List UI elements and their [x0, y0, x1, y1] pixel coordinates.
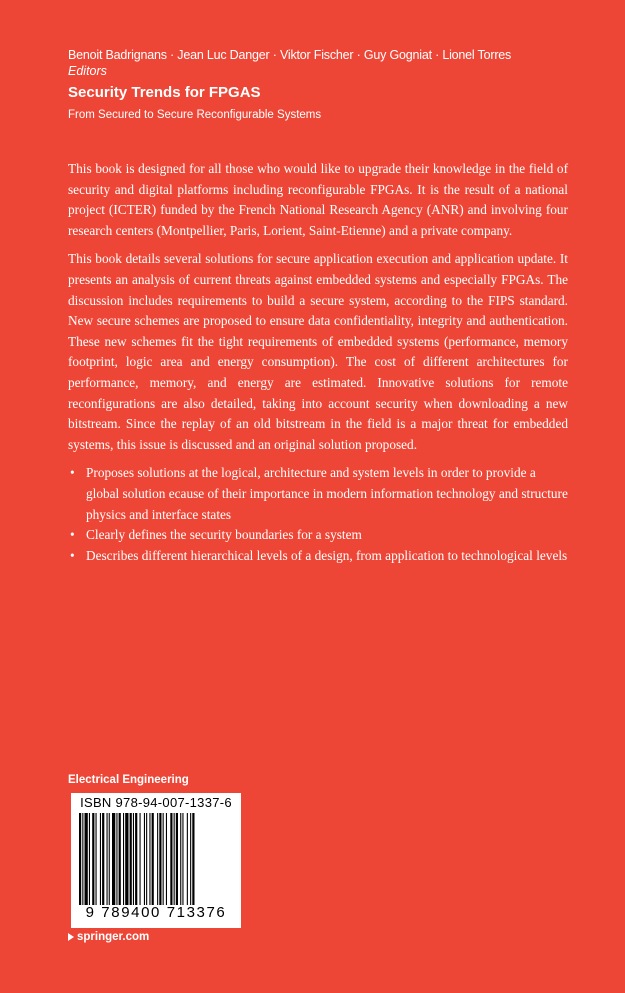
barcode-bar	[190, 813, 191, 905]
cover-header	[68, 47, 588, 123]
barcode-bar	[192, 813, 194, 905]
barcode-bar	[79, 813, 81, 905]
barcode-bar	[107, 813, 108, 905]
blurb-paragraph-2: This book details several solutions for secure application execution and application update. It presents an analysis of current threats against embedded systems and especially FPGAs. The discussion includes requirements to build a secure system, according to the FIPS standard. New secure schemes are proposed to ensure data confidentiality, integrity and authentication. These new schemes fit the tight requirements of embedded systems (performance, memory footprint, logic area and energy consumption). The cost of different architectures for performance, memory, and energy are estimated. Innovative solutions for remote reconfigurations are also detailed, taking into account security when downloading a new bitstream. Since the replay of an old bitstream in the field is a major threat for embedded systems, this issue is discussed and an original solution proposed.	[68, 251, 568, 452]
barcode-bar	[133, 813, 134, 905]
barcode-bar	[123, 813, 124, 905]
barcode-bar	[182, 813, 183, 905]
barcode-bar	[152, 813, 154, 905]
subject-category: Electrical Engineering	[68, 774, 189, 786]
barcode-bar	[125, 813, 128, 905]
arrow-right-icon	[68, 933, 74, 941]
barcode-bar	[176, 813, 178, 905]
barcode-bar	[130, 813, 132, 905]
feature-item-3: • Describes different hierarchical levels of a design, from application to technological levels	[68, 546, 568, 567]
editors-names: Benoit Badrignans · Jean Luc Danger · Viktor Fischer · Guy Gogniat · Lionel Torres	[68, 48, 512, 62]
blurb	[68, 159, 568, 566]
barcode-bar	[166, 813, 167, 905]
barcode-bar	[116, 813, 117, 905]
feature-list	[68, 463, 568, 566]
feature-item-2: • Clearly defines the security boundaries for a system	[68, 525, 568, 546]
barcode-bar	[180, 813, 181, 905]
barcode-bar	[170, 813, 172, 905]
book-title: Security Trends for FPGAS	[68, 84, 261, 101]
barcode-digits: 9 789400 713376	[85, 904, 227, 921]
barcode-bar	[89, 813, 90, 905]
blurb-paragraph-1: This book is designed for all those who would like to upgrade their knowledge in the field of security and digital platforms including reconfigurable FPGAs. It is the result of a national project (ICTER) funded by the French National Research Agency (ANR) and involving four research centers (Montpellier, Paris, Lorient, Saint-Etienne) and a private company.	[68, 161, 568, 238]
barcode-bar	[144, 813, 145, 905]
isbn-label: ISBN 978-94-007-1337-6	[80, 795, 232, 810]
publisher-url: springer.com	[77, 931, 150, 943]
publisher-link[interactable]	[68, 931, 149, 943]
barcode-bar	[163, 813, 164, 905]
barcode-bar	[109, 813, 110, 905]
barcode-bar	[157, 813, 158, 905]
book-subtitle: From Secured to Secure Reconfigurable Systems	[68, 109, 322, 121]
feature-item-1: • Proposes solutions at the logical, architecture and system levels in order to provide a global solution ecause of their importance in modern information technology and structure physics and interface states	[68, 463, 568, 525]
barcode-bar	[146, 813, 147, 905]
barcode-bar	[82, 813, 83, 905]
barcode-bar	[96, 813, 97, 905]
barcode-bar	[100, 813, 101, 905]
barcode-bar	[92, 813, 94, 905]
isbn-barcode	[71, 793, 241, 928]
barcode-bar	[140, 813, 141, 905]
barcode-bar	[149, 813, 150, 905]
barcode-bars	[79, 813, 233, 905]
barcode-bar	[85, 813, 88, 905]
barcode-bar	[174, 813, 175, 905]
barcode-bar	[119, 813, 121, 905]
barcode-bar	[112, 813, 115, 905]
barcode-bar	[159, 813, 161, 905]
barcode-bar	[102, 813, 104, 905]
barcode-bar	[187, 813, 188, 905]
barcode-bar	[135, 813, 137, 905]
editors-label: Editors	[68, 64, 107, 78]
